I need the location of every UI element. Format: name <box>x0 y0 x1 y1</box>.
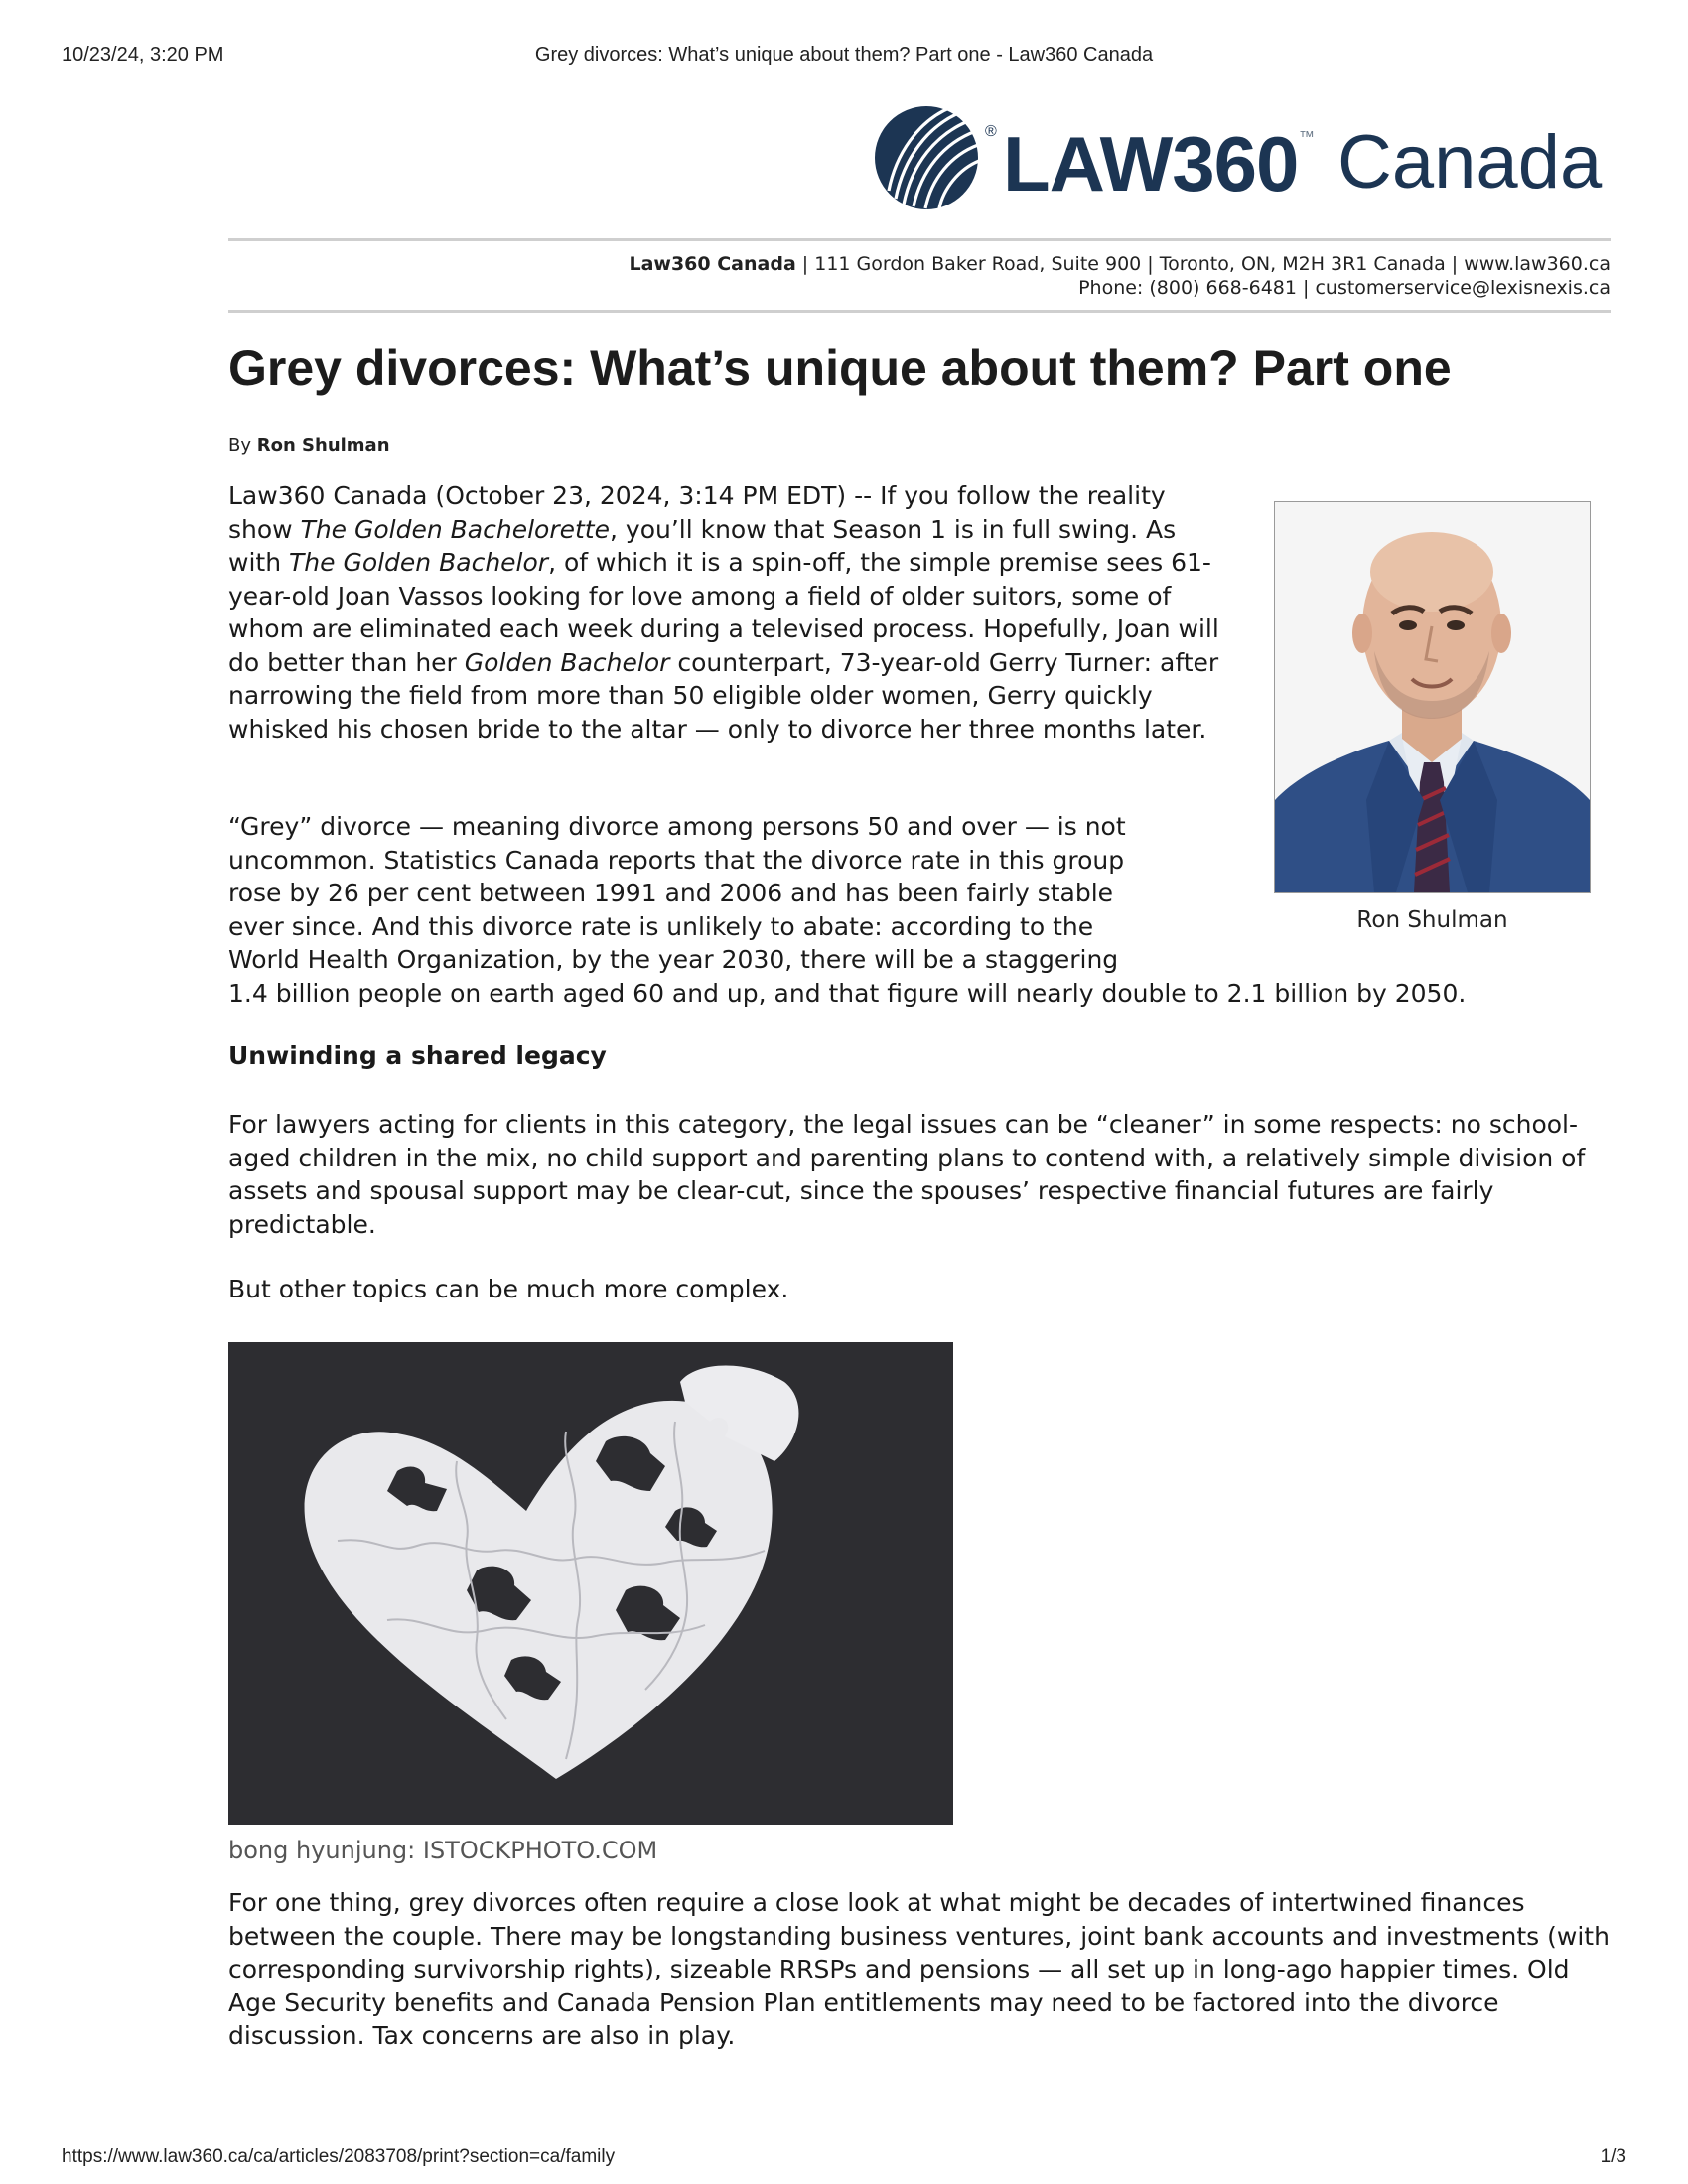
print-page-number: 1/3 <box>1600 2146 1626 2167</box>
logo-brand: LAW360 <box>1003 120 1299 207</box>
show-title: The Golden Bachelorette <box>300 514 610 544</box>
print-datetime: 10/23/24, 3:20 PM <box>62 44 224 66</box>
contact-name: Law360 Canada <box>629 253 796 275</box>
header-divider-top <box>228 238 1611 241</box>
print-url: https://www.law360.ca/ca/articles/2083708/print?section=ca/family <box>62 2146 616 2167</box>
law360-logo <box>874 103 1603 212</box>
logo-registered-mark: ® <box>985 123 997 140</box>
header-divider-bottom <box>228 310 1611 313</box>
paragraph-line: 1.4 billion people on earth aged 60 and up, and that figure will nearly double to 2.1 billion by 2050. <box>228 978 1467 1008</box>
article-paragraph-5: For one thing, grey divorces often require a close look at what might be decades of intertwined finances between the couple. There may be longstanding business ventures, joint bank accounts and investments (with corresponding survivorship rights), sizeable RRSPs and pensions — all set up in long-ago happier times. Old Age Security benefits and Canada Pension Plan entitlements may need to be factored into the divorce discussion. Tax concerns are also in play. <box>228 1888 1610 2050</box>
paragraph-line: “Grey” divorce — meaning divorce among persons 50 and over — is not <box>228 812 1126 841</box>
author-photo-caption: Ron Shulman <box>1356 907 1508 933</box>
paragraph-line: ever since. And this divorce rate is unlikely to abate: according to the <box>228 911 1094 941</box>
paragraph-text: Law360 Canada (October 23, 2024, 3:14 PM EDT) -- If you follow the reality show <box>228 481 1166 544</box>
show-title: Golden Bachelor <box>464 647 670 677</box>
print-page-title: Grey divorces: What’s unique about them? Part one - Law360 Canada <box>534 44 1154 66</box>
section-subheading: Unwinding a shared legacy <box>228 1041 607 1070</box>
paragraph-line: rose by 26 per cent between 1991 and 2006 and has been fairly stable <box>228 879 1114 907</box>
puzzle-heart-image <box>228 1342 953 1825</box>
byline <box>228 435 390 456</box>
article-paragraph-2 <box>228 810 1614 1010</box>
paragraph-text: , of which it is a spin-off, the simple premise sees 61-year-old Joan Vassos looking for love among a field of older suitors, some of whom are eliminated each week during a televised process. Hopefully, Joan will do better than her <box>228 548 1219 677</box>
contact-block <box>228 252 1611 300</box>
article-paragraph-3: For lawyers acting for clients in this category, the legal issues can be “cleaner” in some respects: no school-aged children in the mix, no child support and parenting plans to contend with, a relatively simple division of assets and spousal support may be clear-cut, since the spouses’ respective financial futures are fairly predictable. <box>228 1110 1586 1239</box>
law360-globe-icon <box>874 105 979 210</box>
article-title: Grey divorces: What’s unique about them? Part one <box>228 341 1452 396</box>
paragraph-line: World Health Organization, by the year 2030, there will be a staggering <box>228 945 1119 974</box>
print-footer <box>62 2146 1626 2172</box>
show-title: The Golden Bachelor <box>289 548 549 577</box>
contact-phone-email: Phone: (800) 668-6481 | customerservice@lexisnexis.ca <box>1078 277 1611 299</box>
paragraph-text: counterpart, 73-year-old Gerry Turner: after narrowing the field from more than 50 eligible older women, Gerry quickly whisked his chosen bride to the altar — only to divorce her three months later. <box>228 647 1219 744</box>
image-credit-caption: bong hyunjung: ISTOCKPHOTO.COM <box>228 1837 658 1864</box>
paragraph-text: , you’ll know that Season 1 is in full swing. As with <box>228 514 1177 577</box>
byline-prefix: By <box>228 435 257 456</box>
contact-address: | 111 Gordon Baker Road, Suite 900 | Toronto, ON, M2H 3R1 Canada | www.law360.ca <box>795 253 1611 275</box>
article-paragraph-4: But other topics can be much more complex. <box>228 1275 789 1303</box>
print-header <box>62 44 1626 69</box>
logo-region: Canada <box>1337 120 1603 205</box>
logo-trademark: ™ <box>1299 129 1315 146</box>
paragraph-line: uncommon. Statistics Canada reports that the divorce rate in this group <box>228 845 1125 875</box>
article-paragraph-1 <box>228 479 1221 746</box>
byline-author: Ron Shulman <box>256 435 390 456</box>
